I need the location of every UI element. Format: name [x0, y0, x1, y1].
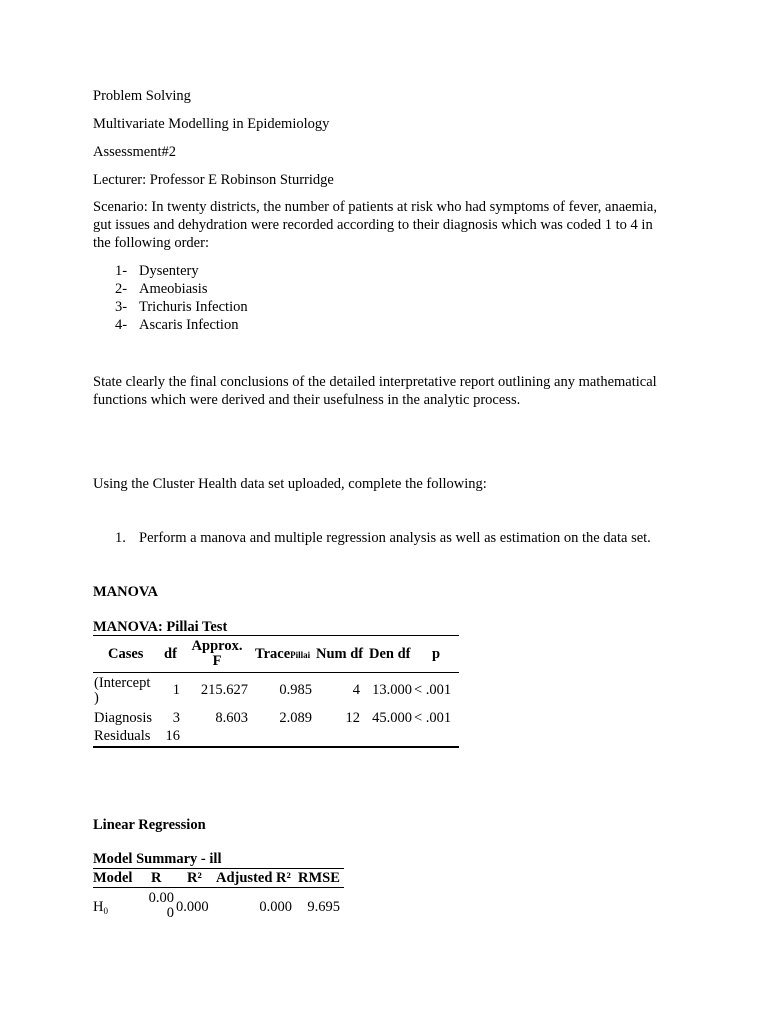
col-header-r: R [151, 870, 162, 886]
assessment-label: Assessment#2 [93, 144, 176, 160]
col-header-model: Model [93, 870, 133, 886]
table-header-rule [93, 887, 344, 888]
col-header-num-df: Num df [316, 646, 364, 662]
col-header-r2: R² [187, 870, 202, 886]
manova-heading: MANOVA [93, 584, 158, 600]
document-page: Problem Solving Multivariate Modelling in Epidemiology Assessment#2 Lecturer: Professor E Robinson Sturridge Scenario: In twenty districts, the number of patients at risk who had symptoms of fever, anaemia, gut issues and dehydration were recorded according to their diagnosis which was coded 1 to 4 in the following order: 1- Dysentery 2- Ameobiasis 3- Trichuris Infection 4- Ascaris Infection State clearly the final conclusions of the detailed interpretative report outlining any mathematical functions which were derived and their usefulness in the analytic process. Using the Cluster Health data set uploaded, complete the following: 1. Perform a manova and multiple regression analysis as well as estimation on the data set. MANOVA MANOVA: Pillai Test Cases df Approx. F TracePillai Num df Den df p (Intercept ) 1 215.627 0.985 4 13.000 < .001 Diagnosis 3 8.603 2.089 12 45.000 < .001 Residuals 16 Linear Regression Model Summary - ill Model R R² Adjusted R² RMSE $H_0$ 0.00 0 0.000 0.000 9.695 [0, 0, 768, 1024]
scenario-paragraph: Scenario: In twenty districts, the number of patients at risk who had symptoms of fever, anaemia, gut issues and dehydration were recorded according to their diagnosis which was coded 1 to 4 in the following order: [93, 199, 657, 251]
module-title: Multivariate Modelling in Epidemiology [93, 116, 330, 132]
lecturer-line: Lecturer: Professor E Robinson Sturridge [93, 172, 334, 188]
table-bottom-rule [93, 746, 459, 748]
table-top-rule [93, 868, 344, 869]
col-header-df: df [164, 646, 177, 662]
manova-table-title: MANOVA: Pillai Test [93, 619, 228, 635]
course-title: Problem Solving [93, 88, 191, 104]
dataset-instruction: Using the Cluster Health data set uploaded, complete the following: [93, 476, 487, 492]
col-header-adj-r2: Adjusted R² [216, 870, 291, 886]
instruction-paragraph: State clearly the final conclusions of the detailed interpretative report outlining any mathematical functions which were derived and their usefulness in the analytic process. [93, 374, 657, 408]
regression-heading: Linear Regression [93, 817, 206, 833]
col-header-trace: TracePillai [255, 646, 311, 662]
col-header-rmse: RMSE [298, 870, 340, 886]
col-header-den-df: Den df [369, 646, 411, 662]
col-header-approx-f: Approx. F [191, 638, 243, 669]
col-header-cases: Cases [108, 646, 144, 662]
regression-table-title: Model Summary - ill [93, 851, 222, 867]
col-header-p: p [432, 646, 441, 662]
table-top-rule [93, 635, 459, 636]
table-header-rule [93, 672, 459, 673]
